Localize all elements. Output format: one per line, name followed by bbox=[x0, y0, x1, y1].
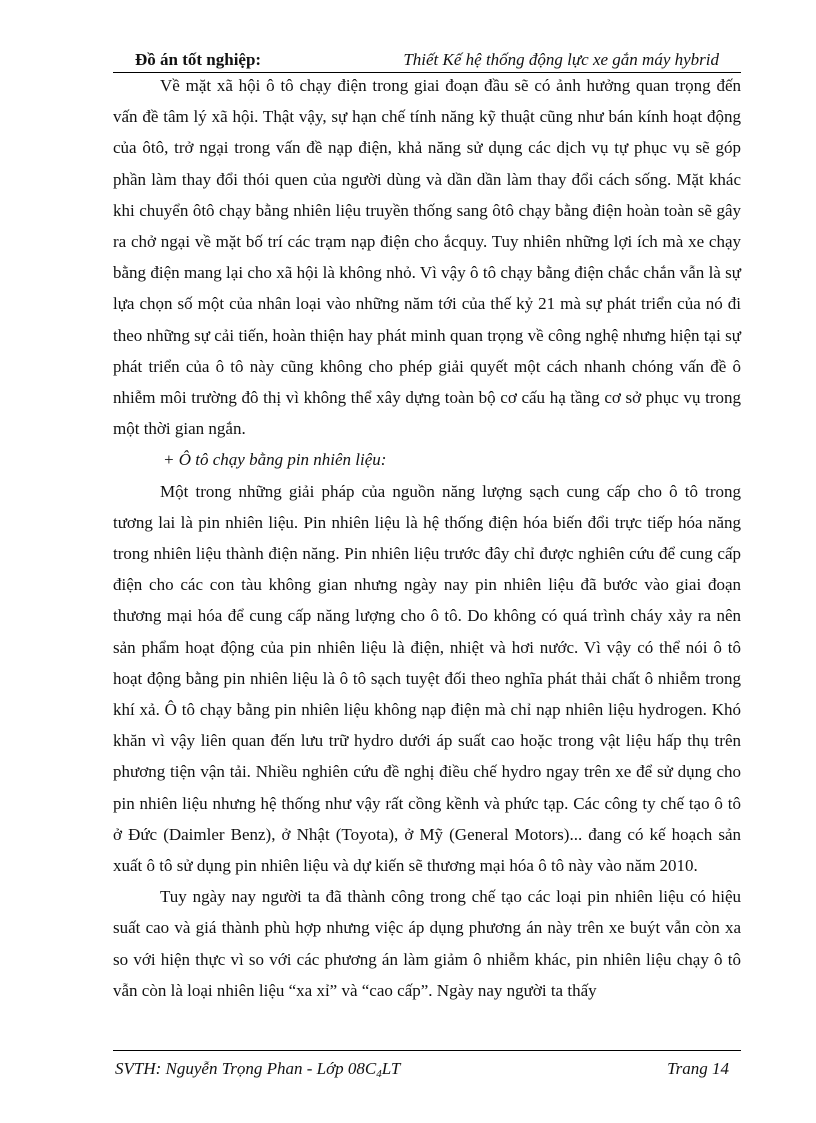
paragraph-fuel-cell: Một trong những giải pháp của nguồn năng lượng sạch cung cấp cho ô tô trong tương lai là pin nhiên liệu. Pin nhiên liệu là hệ thống điện hóa biến đổi trực tiếp hóa năng trong nhiên liệu thành điện năng. Pin nhiên liệu trước đây chỉ được nghiên cứu để cung cấp điện cho các con tàu không gian nhưng ngày nay pin nhiên liệu đã bước vào giai đoạn thương mại hóa để cung cấp năng lượng cho ô tô. Do không có quá trình cháy xảy ra nên sản phẩm hoạt động của pin nhiên liệu là điện, nhiệt và hơi nước. Vì vậy có thể nói ô tô hoạt động bằng pin nhiên liệu là ô tô sạch tuyệt đối theo nghĩa phát thải chất ô nhiễm trong khí xả. Ô tô chạy bằng pin nhiên liệu không nạp điện mà chỉ nạp nhiên liệu hydrogen. Khó khăn vì vậy liên quan đến lưu trữ hydro dưới áp suất cao hoặc trong vật liệu hấp thụ trên phương tiện vận tải. Nhiều nghiên cứu đề nghị điều chế hydro ngay trên xe để sử dụng cho pin nhiên liệu nhưng hệ thống như vậy rất cồng kềnh và phức tạp. Các công ty chế tạo ô tô ở Đức (Daimler Benz), ở Nhật (Toyota), ở Mỹ (General Motors)... đang có kế hoạch sản xuất ô tô sử dụng pin nhiên liệu và dự kiến sẽ thương mại hóa ô tô này vào năm 2010. bbox=[113, 481, 741, 876]
footer-student-name: SVTH: Nguyễn Trọng Phan - Lớp 08C bbox=[115, 1059, 377, 1078]
page-body bbox=[113, 70, 741, 1006]
page-number: Trang 14 bbox=[667, 1059, 729, 1078]
paragraph-social-impact: Về mặt xã hội ô tô chạy điện trong giai đoạn đầu sẽ có ảnh hưởng quan trọng đến vấn đề tâm lý xã hội. Thật vậy, sự hạn chế tính năng kỹ thuật cũng như bán kính hoạt động của ôtô, trở ngại trong vấn đề nạp điện, khả năng sử dụng các dịch vụ tự phục vụ sẽ góp phần làm thay đổi thói quen của người dùng và dần dần làm thay đổi cách sống. Mặt khác khi chuyển ôtô chạy bằng nhiên liệu truyền thống sang ôtô chạy bằng điện hoàn toàn sẽ gây ra chở ngại về mặt bố trí các trạm nạp điện cho ắcquy. Tuy nhiên những lợi ích mà xe chạy bằng điện mang lại cho xã hội là không nhỏ. Vì vậy ô tô chạy bằng điện chắc chắn vẫn là sự lựa chọn số một của nhân loại vào những năm tới của thế kỷ 21 mà sự phát triển của nó đi theo những sự cải tiến, hoàn thiện hay phát minh quan trọng về công nghệ nhưng hiện tại sự phát triển của ô tô này cũng không cho phép giải quyết một cách nhanh chóng vấn đề ô nhiễm môi trường đô thị vì không thể xây dựng toàn bộ cơ cấu hạ tầng cơ sở phục vụ trong một thời gian ngắn. bbox=[113, 76, 741, 439]
page-footer bbox=[113, 1050, 741, 1080]
footer-class-subscript: 4 bbox=[376, 1068, 382, 1080]
section-subheading-fuel-cell: + Ô tô chạy bằng pin nhiên liệu: bbox=[163, 450, 387, 470]
paragraph-fuel-cell-cost: Tuy ngày nay người ta đã thành công trong chế tạo các loại pin nhiên liệu có hiệu suất cao và giá thành phù hợp nhưng việc áp dụng phương án này trên xe buýt vẫn còn xa so với hiện thực vì so với các phương án làm giảm ô nhiễm khác, pin nhiên liệu chạy ô tô vẫn còn là loại nhiên liệu “xa xỉ” và “cao cấp”. Ngày nay người ta thấy bbox=[113, 887, 741, 1000]
footer-student-info bbox=[115, 1059, 400, 1080]
header-document-type: Đồ án tốt nghiệp: bbox=[135, 50, 262, 69]
header-document-title: Thiết Kế hệ thống động lực xe gắn máy hybrid bbox=[403, 50, 719, 69]
footer-class-suffix: LT bbox=[381, 1059, 401, 1078]
